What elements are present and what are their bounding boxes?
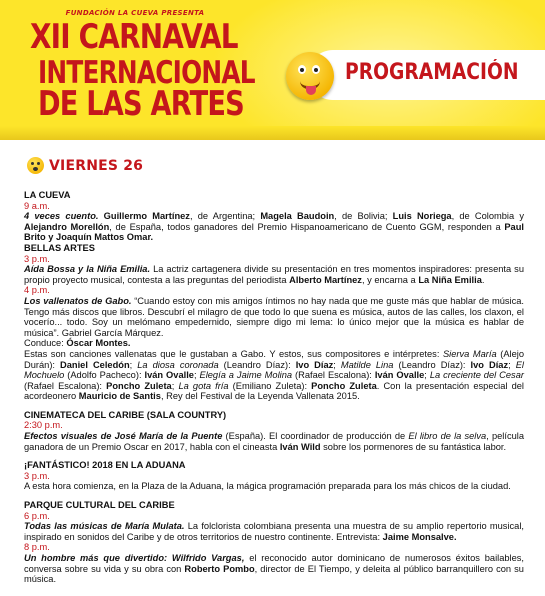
event-time: 6 p.m. xyxy=(24,510,50,521)
event-description: A esta hora comienza, en la Plaza de la Aduana, la mágica programación preparada para los más chicos de la ciudad. xyxy=(24,481,511,492)
event-time: 3 p.m. xyxy=(24,470,50,481)
tongue-out-emoji-icon xyxy=(286,52,334,100)
event-time: 3 p.m. xyxy=(24,253,50,264)
surprised-face-emoji-icon xyxy=(27,157,44,174)
banner-shadow xyxy=(0,126,545,140)
venue-la-cueva: LA CUEVA xyxy=(24,190,71,200)
title-line-1: XII CARNAVAL xyxy=(30,17,238,57)
program-content xyxy=(24,187,524,585)
venue-bellas-artes: BELLAS ARTES xyxy=(24,242,95,253)
section-title: PROGRAMACIÓN xyxy=(345,60,519,85)
event-description: Los vallenatos de Gabo. “Cuando estoy con mis amigos íntimos no hay nada que me guste más que hablar de música. Tengo más discos que libros. Descubrí el milagro de que todo lo que suena es música, autos de las calles, los claxon, el vocerío... todo. Soy un melómano empedernido, siempre digo mi lema: lo único mejor que la música es hablar de música”. Gabriel García Márquez. xyxy=(24,295,524,338)
event-time: 9 a.m. xyxy=(24,200,50,211)
event-description: Un hombre más que divertido: Wilfrido Vargas, el reconocido autor dominicano de numerosos éxitos bailables, conversa sobre su vida y su obra con Roberto Pombo, director de El Tiempo, y deleita al público barranquillero con su música. xyxy=(24,553,525,585)
event-description: Aída Bossa y la Niña Emilia. La actriz cartagenera divide su presentación en tres momentos inspiradores: presenta su propio proyecto musical, contesta a las preguntas del periodista Alberto Martínez, y encarna a La Niña Emilia. xyxy=(24,264,524,285)
sponsor-line: FUNDACIÓN LA CUEVA PRESENTA xyxy=(65,9,205,17)
event-time: 2:30 p.m. xyxy=(24,420,63,431)
event-songs: Estas son canciones vallenatas que le gustaban a Gabo. Y estos, sus compositores e intérpretes: Sierva María (Alejo Durán): Daniel Celedón; La diosa coronada (Leandro Díaz): Ivo Díaz; Matilde Lina (Leandro Díaz): Ivo Díaz; El Mochuelo (Adolfo Pacheco): Iván Ovalle; Elegía a Jaime Molina (Rafael Escalona): Iván Ovalle; La creciente del Cesar (Rafael Escalona): Poncho Zuleta; La gota fría (Emiliano Zuleta): Poncho Zuleta. Con la presentación especial del acordeonero Mauricio de Santis, Rey del Festival de la Leyenda Vallenata 2015. xyxy=(24,348,525,402)
event-host: Conduce: Óscar Montes. xyxy=(24,338,131,349)
title-line-3: DE LAS ARTES xyxy=(38,84,244,124)
event-description: Todas las músicas de María Mulata. La folclorista colombiana presenta una muestra de su amplio repertorio musical, inspirado en sonidos del Caribe y de otros territorios de nuestro continente. Entrevista: Jaime Monsalve. xyxy=(24,521,524,542)
header-banner xyxy=(0,0,545,140)
event-time: 8 p.m. xyxy=(24,542,50,553)
venue-aduana: ¡FANTÁSTICO! 2018 EN LA ADUANA xyxy=(24,460,186,471)
venue-cinemateca: CINEMATECA DEL CARIBE (SALA COUNTRY) xyxy=(24,409,227,420)
venue-parque-cultural: PARQUE CULTURAL DEL CARIBE xyxy=(24,500,175,511)
title-line-2: INTERNACIONAL xyxy=(38,55,255,91)
event-time: 4 p.m. xyxy=(24,285,50,296)
day-label: VIERNES 26 xyxy=(49,157,144,174)
event-description: Efectos visuales de José María de la Puente (España). El coordinador de producción de El libro de la selva, película ganadora de un Premio Oscar en 2017, habla con el cineasta Iván Wild sobre los pormenores de su fantástica labor. xyxy=(24,431,524,452)
event-description: 4 veces cuento. Guillermo Martínez, de Argentina; Magela Baudoin, de Bolivia; Luis Noriega, de Colombia y Alejandro Morellón, de España, todos ganadores del Premio Hispanoamericano de Cuento GGM, responden a Paul Brito y Joaquín Mattos Omar. xyxy=(24,211,524,243)
day-heading xyxy=(27,157,143,174)
